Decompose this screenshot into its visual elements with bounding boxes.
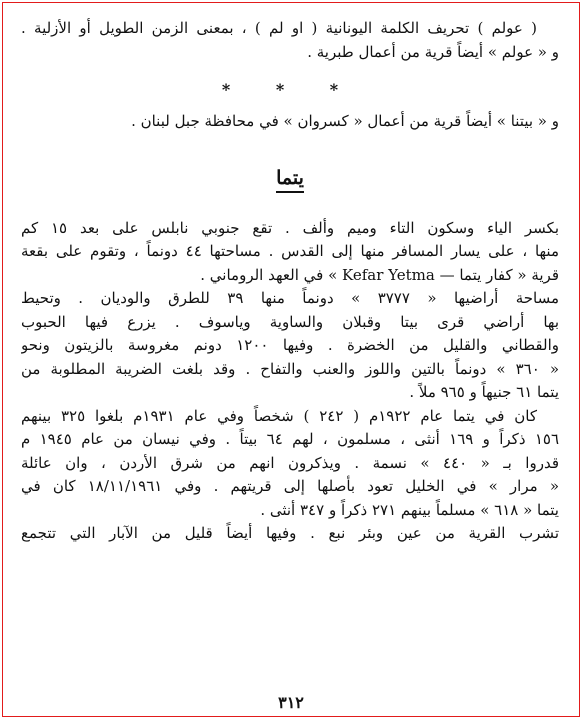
text-line: يتما « ٦١٨ » مسلماً بينهم ٢٧١ ذكراً و ٣٤٧ أنثى . xyxy=(260,500,559,519)
section-separator: * * * xyxy=(221,80,359,99)
paragraph-population xyxy=(21,405,559,523)
paragraph-location xyxy=(21,217,559,288)
text-line: قدروا بـ « ٤٤٠ » نسمة . ويذكرون انهم من شرق الأردن ، وان عائلة xyxy=(21,453,559,472)
text-line: ١٥٦ ذكراً و ١٦٩ أنثى ، مسلمون ، لهم ٦٤ بيتاً . وفي نيسان من عام ١٩٤٥ م xyxy=(21,430,559,448)
page-number: ٣١٢ xyxy=(278,693,304,712)
text-line: كان في يتما عام ١٩٢٢م ( ٢٤٢ ) شخصاً وفي عام ١٩٣١م بلغوا ٣٢٥ بينهم xyxy=(21,406,537,425)
text-line: بكسر الياء وسكون التاء وميم وألف . تقع جنوبي نابلس على بعد ١٥ كم xyxy=(21,218,559,237)
text-line: يتما ٦١ جنيهاً و ٩٦٥ ملاً . xyxy=(409,383,559,401)
paragraph-land xyxy=(21,287,559,405)
text-line: ( عولم ) تحريف الكلمة اليونانية ( او لم ) ، بمعنى الزمن الطويل أو الأزلية . xyxy=(21,19,537,37)
section-title xyxy=(21,167,559,191)
paragraph-water xyxy=(21,522,559,546)
text-line: والقطاني والقليل من الخضرة . وفيها ١٢٠٠ دونم مغروسة بالزيتون ونحو xyxy=(21,336,559,354)
text-line: قرية « كفار يتما — Kefar Yetma » في العهد الروماني . xyxy=(200,265,559,284)
text-line: و « بيتنا » أيضاً قرية من أعمال « كسروان » في محافظة جبل لبنان . xyxy=(131,111,559,130)
intro-paragraph xyxy=(21,17,559,64)
text-line: « مرار » في الخليل تعود بأصلها إلى قريتهم . وفي ١٨/١١/١٩٦١ كان في xyxy=(21,477,559,495)
text-line: تشرب القرية من عين وبئر نبع . وفيها أيضاً قليل من الآبار التي تتجمع xyxy=(21,524,559,542)
text-line: مساحة أراضيها « ٣٧٧٧ » دونماً منها ٣٩ للطرق والوديان . وتحيط xyxy=(21,289,559,307)
text-line: منها ، على يسار المسافر منها إلى القدس . مساحتها ٤٤ دونماً ، وتقوم على بقعة xyxy=(21,242,559,260)
text-line: « ٣٦٠ » دونماً بالتين واللوز والعنب والتفاح . وقد بلغت الضريبة المطلوبة من xyxy=(21,359,559,378)
text-line: و « عولم » أيضاً قرية من أعمال طبرية . xyxy=(307,42,559,61)
text-line: بها أراضي قرى بيتا وقبلان والساوية وياسوف . يزرع فيها الحبوب xyxy=(21,312,559,331)
page-frame xyxy=(2,2,580,717)
bitana-paragraph xyxy=(21,110,559,134)
section-title-text: يتما xyxy=(276,167,304,193)
document-page xyxy=(21,17,559,546)
